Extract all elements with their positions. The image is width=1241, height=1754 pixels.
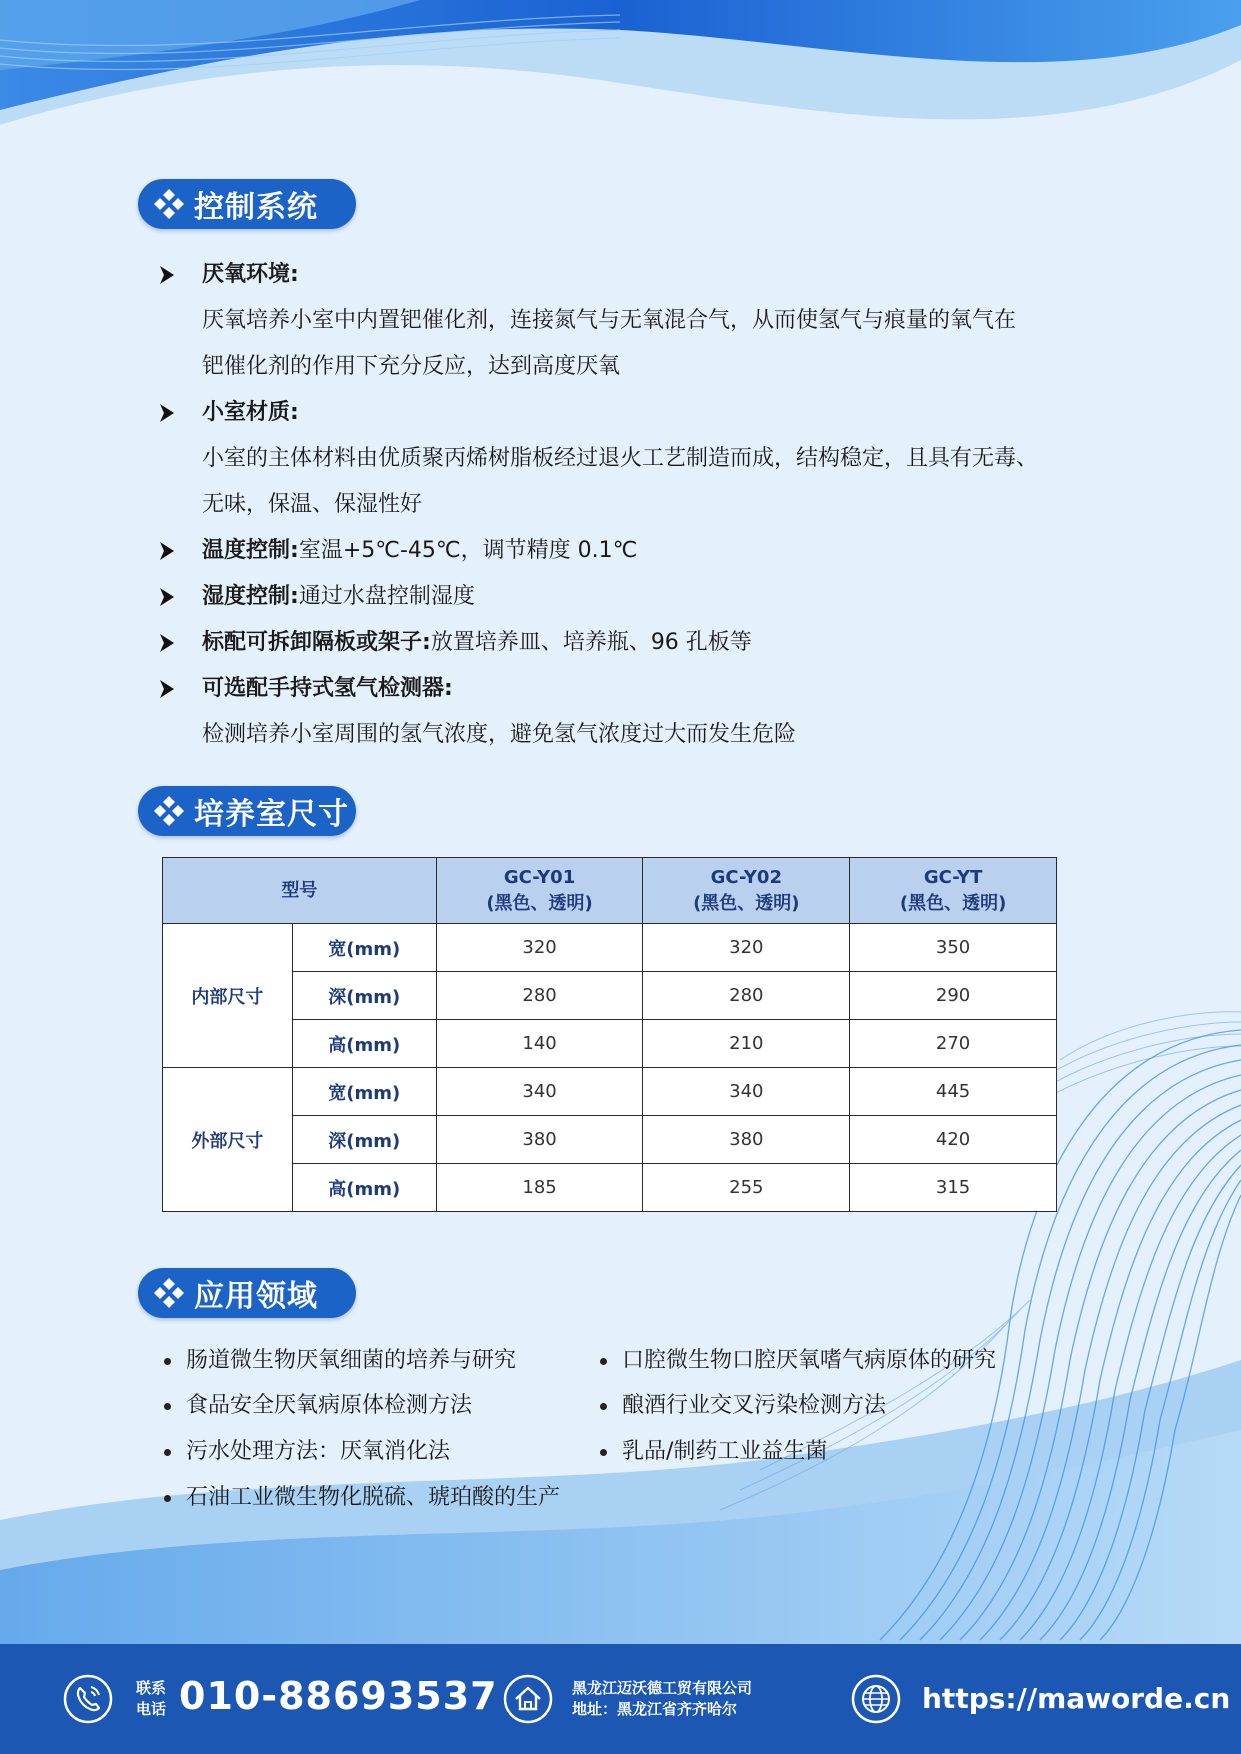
table-row [163, 924, 1057, 972]
size-table [162, 857, 1057, 1212]
application-text: 乳品/制药工业益生菌 [622, 1439, 828, 1464]
table-cell: 280 [643, 972, 850, 1020]
spec-label: 湿度控制: [202, 584, 299, 609]
application-text: 石油工业微生物化脱硫、琥珀酸的生产 [186, 1485, 561, 1510]
spec-item-hydrogen-detector [158, 666, 1058, 758]
table-header-row [163, 858, 1057, 924]
list-item [598, 1346, 996, 1376]
spec-item-anaerobic [158, 252, 1058, 390]
table-row [163, 1164, 1057, 1212]
model-note: (黑色、透明) [693, 892, 800, 914]
spec-label: 小室材质: [202, 400, 299, 425]
bullet-dot-icon [164, 1358, 171, 1365]
section-title-application: 应用领域 [194, 1279, 318, 1314]
globe-icon [850, 1673, 902, 1725]
spec-label: 标配可拆卸隔板或架子: [202, 630, 431, 655]
arrow-right-icon [158, 632, 176, 654]
list-item [598, 1391, 886, 1421]
list-item [162, 1346, 516, 1376]
spec-item-shelf [158, 620, 1058, 666]
diamond-cluster-icon [152, 187, 186, 221]
spec-desc-line: 小室的主体材料由优质聚丙烯树脂板经过退火工艺制造而成，结构稳定，且具有无毒、 [202, 446, 1039, 471]
spec-label: 温度控制: [202, 538, 299, 563]
bullet-dot-icon [600, 1358, 607, 1365]
spec-inline-text: 室温+5℃-45℃，调节精度 0.1℃ [298, 538, 638, 563]
table-cell: 420 [850, 1116, 1057, 1164]
arrow-right-icon [158, 678, 176, 700]
company-info [572, 1678, 752, 1720]
table-row [163, 972, 1057, 1020]
company-name: 黑龙江迈沃德工贸有限公司 [572, 1679, 753, 1697]
spec-inline-text: 通过水盘控制湿度 [298, 584, 475, 609]
list-item [162, 1391, 472, 1421]
table-cell: 445 [850, 1068, 1057, 1116]
spec-list [158, 252, 1058, 758]
section-title-control: 控制系统 [194, 190, 318, 225]
arrow-right-icon [158, 264, 176, 286]
table-cell: 320 [436, 924, 643, 972]
section-badge-size [138, 786, 356, 836]
list-item [598, 1437, 827, 1467]
table-cell: 290 [850, 972, 1057, 1020]
spec-label: 厌氧环境: [202, 262, 299, 287]
model-name: GC-Y02 [710, 866, 782, 888]
table-cell: 255 [643, 1164, 850, 1212]
section-title-size: 培养室尺寸 [194, 797, 349, 832]
dim-label: 宽(mm) [292, 1068, 436, 1116]
list-item [162, 1483, 560, 1513]
model-name: GC-Y01 [503, 866, 576, 888]
diamond-cluster-icon [152, 1276, 186, 1310]
spec-desc-line: 无味，保温、保湿性好 [202, 492, 423, 517]
header-model-3 [850, 858, 1057, 924]
table-cell: 340 [643, 1068, 850, 1116]
home-icon [502, 1673, 554, 1725]
table-cell: 350 [850, 924, 1057, 972]
table-row [163, 1116, 1057, 1164]
spec-item-temperature [158, 528, 1058, 574]
bullet-dot-icon [164, 1449, 171, 1456]
application-text: 酿酒行业交叉污染检测方法 [622, 1393, 887, 1418]
dim-label: 宽(mm) [292, 924, 436, 972]
contact-line: 电话 [136, 1700, 167, 1718]
section-badge-control [138, 179, 356, 229]
spec-item-material [158, 390, 1058, 528]
spec-desc-line: 检测培养小室周围的氢气浓度，避免氢气浓度过大而发生危险 [202, 722, 797, 747]
table-cell: 315 [850, 1164, 1057, 1212]
table-row [163, 1020, 1057, 1068]
table-cell: 380 [436, 1116, 643, 1164]
dim-label: 高(mm) [292, 1164, 436, 1212]
spec-inline-text: 放置培养皿、培养瓶、96 孔板等 [430, 630, 752, 655]
phone-icon [62, 1673, 114, 1725]
dim-label: 深(mm) [292, 1116, 436, 1164]
table-cell: 140 [436, 1020, 643, 1068]
spec-desc-line: 厌氧培养小室中内置钯催化剂，连接氮气与无氧混合气，从而使氢气与痕量的氧气在 [202, 308, 1017, 333]
header-model-label: 型号 [163, 858, 437, 924]
application-text: 食品安全厌氧病原体检测方法 [186, 1393, 473, 1418]
table-cell: 320 [643, 924, 850, 972]
header-model-1 [436, 858, 643, 924]
bullet-dot-icon [164, 1403, 171, 1410]
diamond-cluster-icon [152, 794, 186, 828]
spec-desc-line: 钯催化剂的作用下充分反应，达到高度厌氧 [202, 354, 621, 379]
contact-label [136, 1678, 166, 1720]
list-item [162, 1437, 450, 1467]
table-cell: 270 [850, 1020, 1057, 1068]
spec-item-humidity [158, 574, 1058, 620]
table-row [163, 1068, 1057, 1116]
table-cell: 380 [643, 1116, 850, 1164]
table-cell: 185 [436, 1164, 643, 1212]
dim-label: 高(mm) [292, 1020, 436, 1068]
bullet-dot-icon [164, 1495, 171, 1502]
company-address: 地址：黑龙江省齐齐哈尔 [572, 1700, 738, 1718]
arrow-right-icon [158, 540, 176, 562]
application-text: 污水处理方法：厌氧消化法 [186, 1439, 451, 1464]
bullet-dot-icon [600, 1403, 607, 1410]
contact-line: 联系 [136, 1679, 167, 1697]
website-link[interactable]: https://maworde.cn [922, 1682, 1231, 1715]
application-text: 口腔微生物口腔厌氧嗜气病原体的研究 [622, 1348, 997, 1373]
section-badge-application [138, 1268, 356, 1318]
table-cell: 280 [436, 972, 643, 1020]
group-outer-size: 外部尺寸 [163, 1068, 293, 1212]
group-inner-size: 内部尺寸 [163, 924, 293, 1068]
arrow-right-icon [158, 586, 176, 608]
footer-bar [0, 1644, 1241, 1754]
spec-label: 可选配手持式氢气检测器: [202, 676, 453, 701]
application-text: 肠道微生物厌氧细菌的培养与研究 [186, 1348, 517, 1373]
table-cell: 210 [643, 1020, 850, 1068]
dim-label: 深(mm) [292, 972, 436, 1020]
bullet-dot-icon [600, 1449, 607, 1456]
model-note: (黑色、透明) [899, 892, 1007, 914]
model-name: GC-YT [923, 866, 983, 888]
phone-number[interactable]: 010-88693537 [179, 1674, 498, 1718]
arrow-right-icon [158, 402, 176, 424]
header-model-2 [643, 858, 850, 924]
model-note: (黑色、透明) [486, 892, 593, 914]
table-cell: 340 [436, 1068, 643, 1116]
